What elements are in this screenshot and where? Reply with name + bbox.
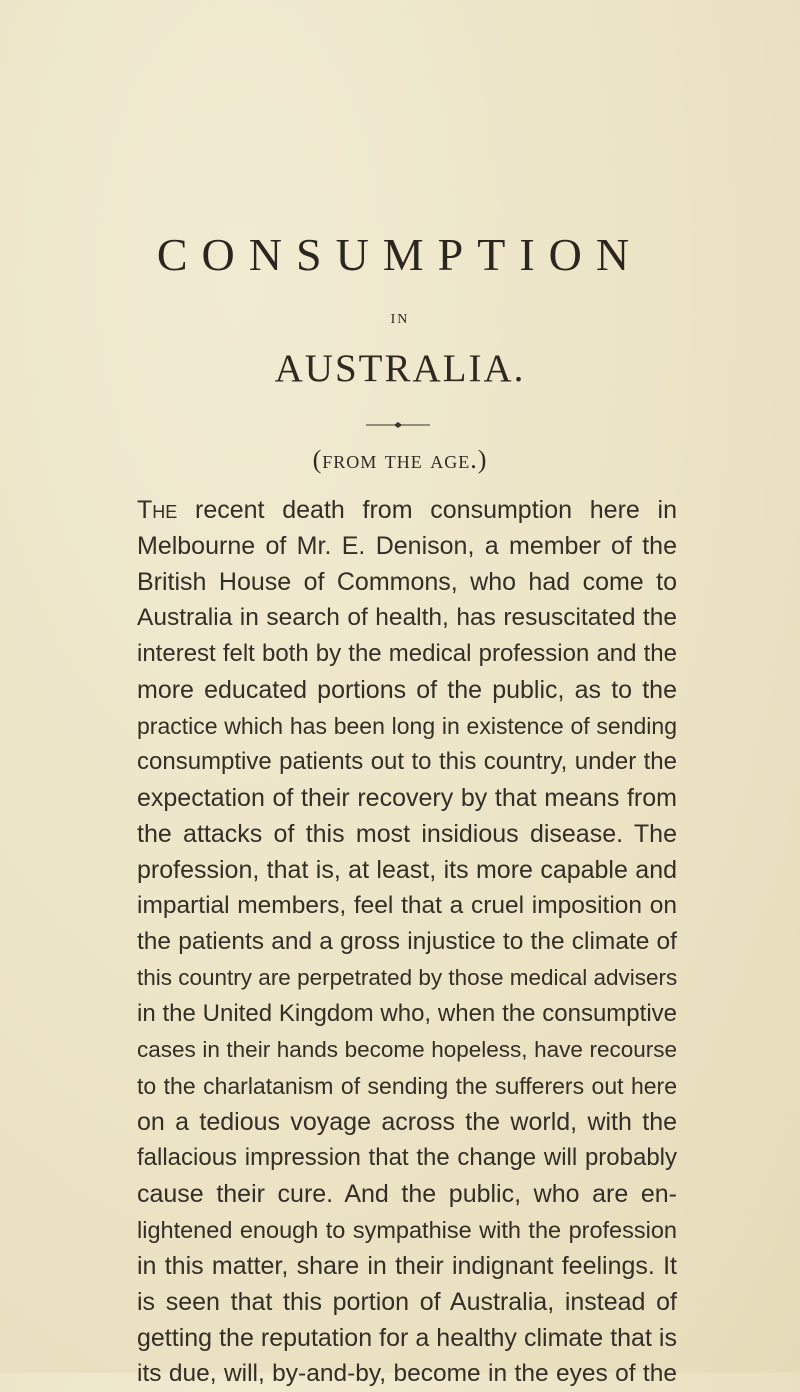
body-line-text: recent death from consumption here in	[177, 496, 677, 524]
drop-word: The	[137, 496, 178, 524]
body-line: Australia in search of health, has resuscitated the	[137, 604, 677, 631]
title-connector: IN	[390, 312, 410, 327]
body-line: consumptive patients out to this country, under the	[137, 748, 677, 775]
body-line: in this matter, share in their indignant feelings. It	[137, 1252, 677, 1280]
body-line	[137, 492, 677, 528]
body-line: cases in their hands become hopeless, have recourse	[137, 1037, 677, 1062]
source-attribution: (from the age.)	[312, 445, 488, 474]
ornament-divider-icon	[366, 421, 430, 429]
body-line: Melbourne of Mr. E. Denison, a member of the	[137, 532, 677, 560]
body-line: lightened enough to sympathise with the profession	[137, 1217, 677, 1243]
body-line: its due, will, by-and-by, become in the eyes of the	[137, 1360, 677, 1387]
body-line: in the United Kingdom who, when the consumptive	[137, 1000, 677, 1027]
page-title: CONSUMPTION	[156, 229, 644, 280]
body-line: more educated portions of the public, as to the	[137, 676, 677, 704]
body-line: profession, that is, at least, its more capable and	[137, 856, 677, 884]
body-line: fallacious impression that the change will probably	[137, 1144, 677, 1171]
body-line: expectation of their recovery by that means from	[137, 784, 677, 812]
body-line: the attacks of this most insidious disease. The	[137, 820, 677, 848]
body-line: getting the reputation for a healthy climate that is	[137, 1324, 677, 1352]
body-line: on a tedious voyage across the world, with the	[137, 1108, 677, 1136]
body-line: British House of Commons, who had come to	[137, 568, 677, 596]
body-paragraph	[137, 492, 677, 1392]
body-line: to the charlatanism of sending the sufferers out here	[137, 1073, 677, 1099]
body-line: impartial members, feel that a cruel imposition on	[137, 892, 677, 919]
body-line: this country are perpetrated by those medical advisers	[137, 965, 678, 990]
body-line: is seen that this portion of Australia, instead of	[137, 1288, 677, 1316]
page-subtitle: AUSTRALIA.	[274, 347, 526, 390]
body-line: the patients and a gross injustice to the climate of	[137, 928, 677, 955]
body-line: practice which has been long in existence of sending	[137, 713, 677, 739]
body-line: interest felt both by the medical profession and the	[137, 640, 677, 667]
body-line: cause their cure. And the public, who are en-	[137, 1180, 677, 1208]
